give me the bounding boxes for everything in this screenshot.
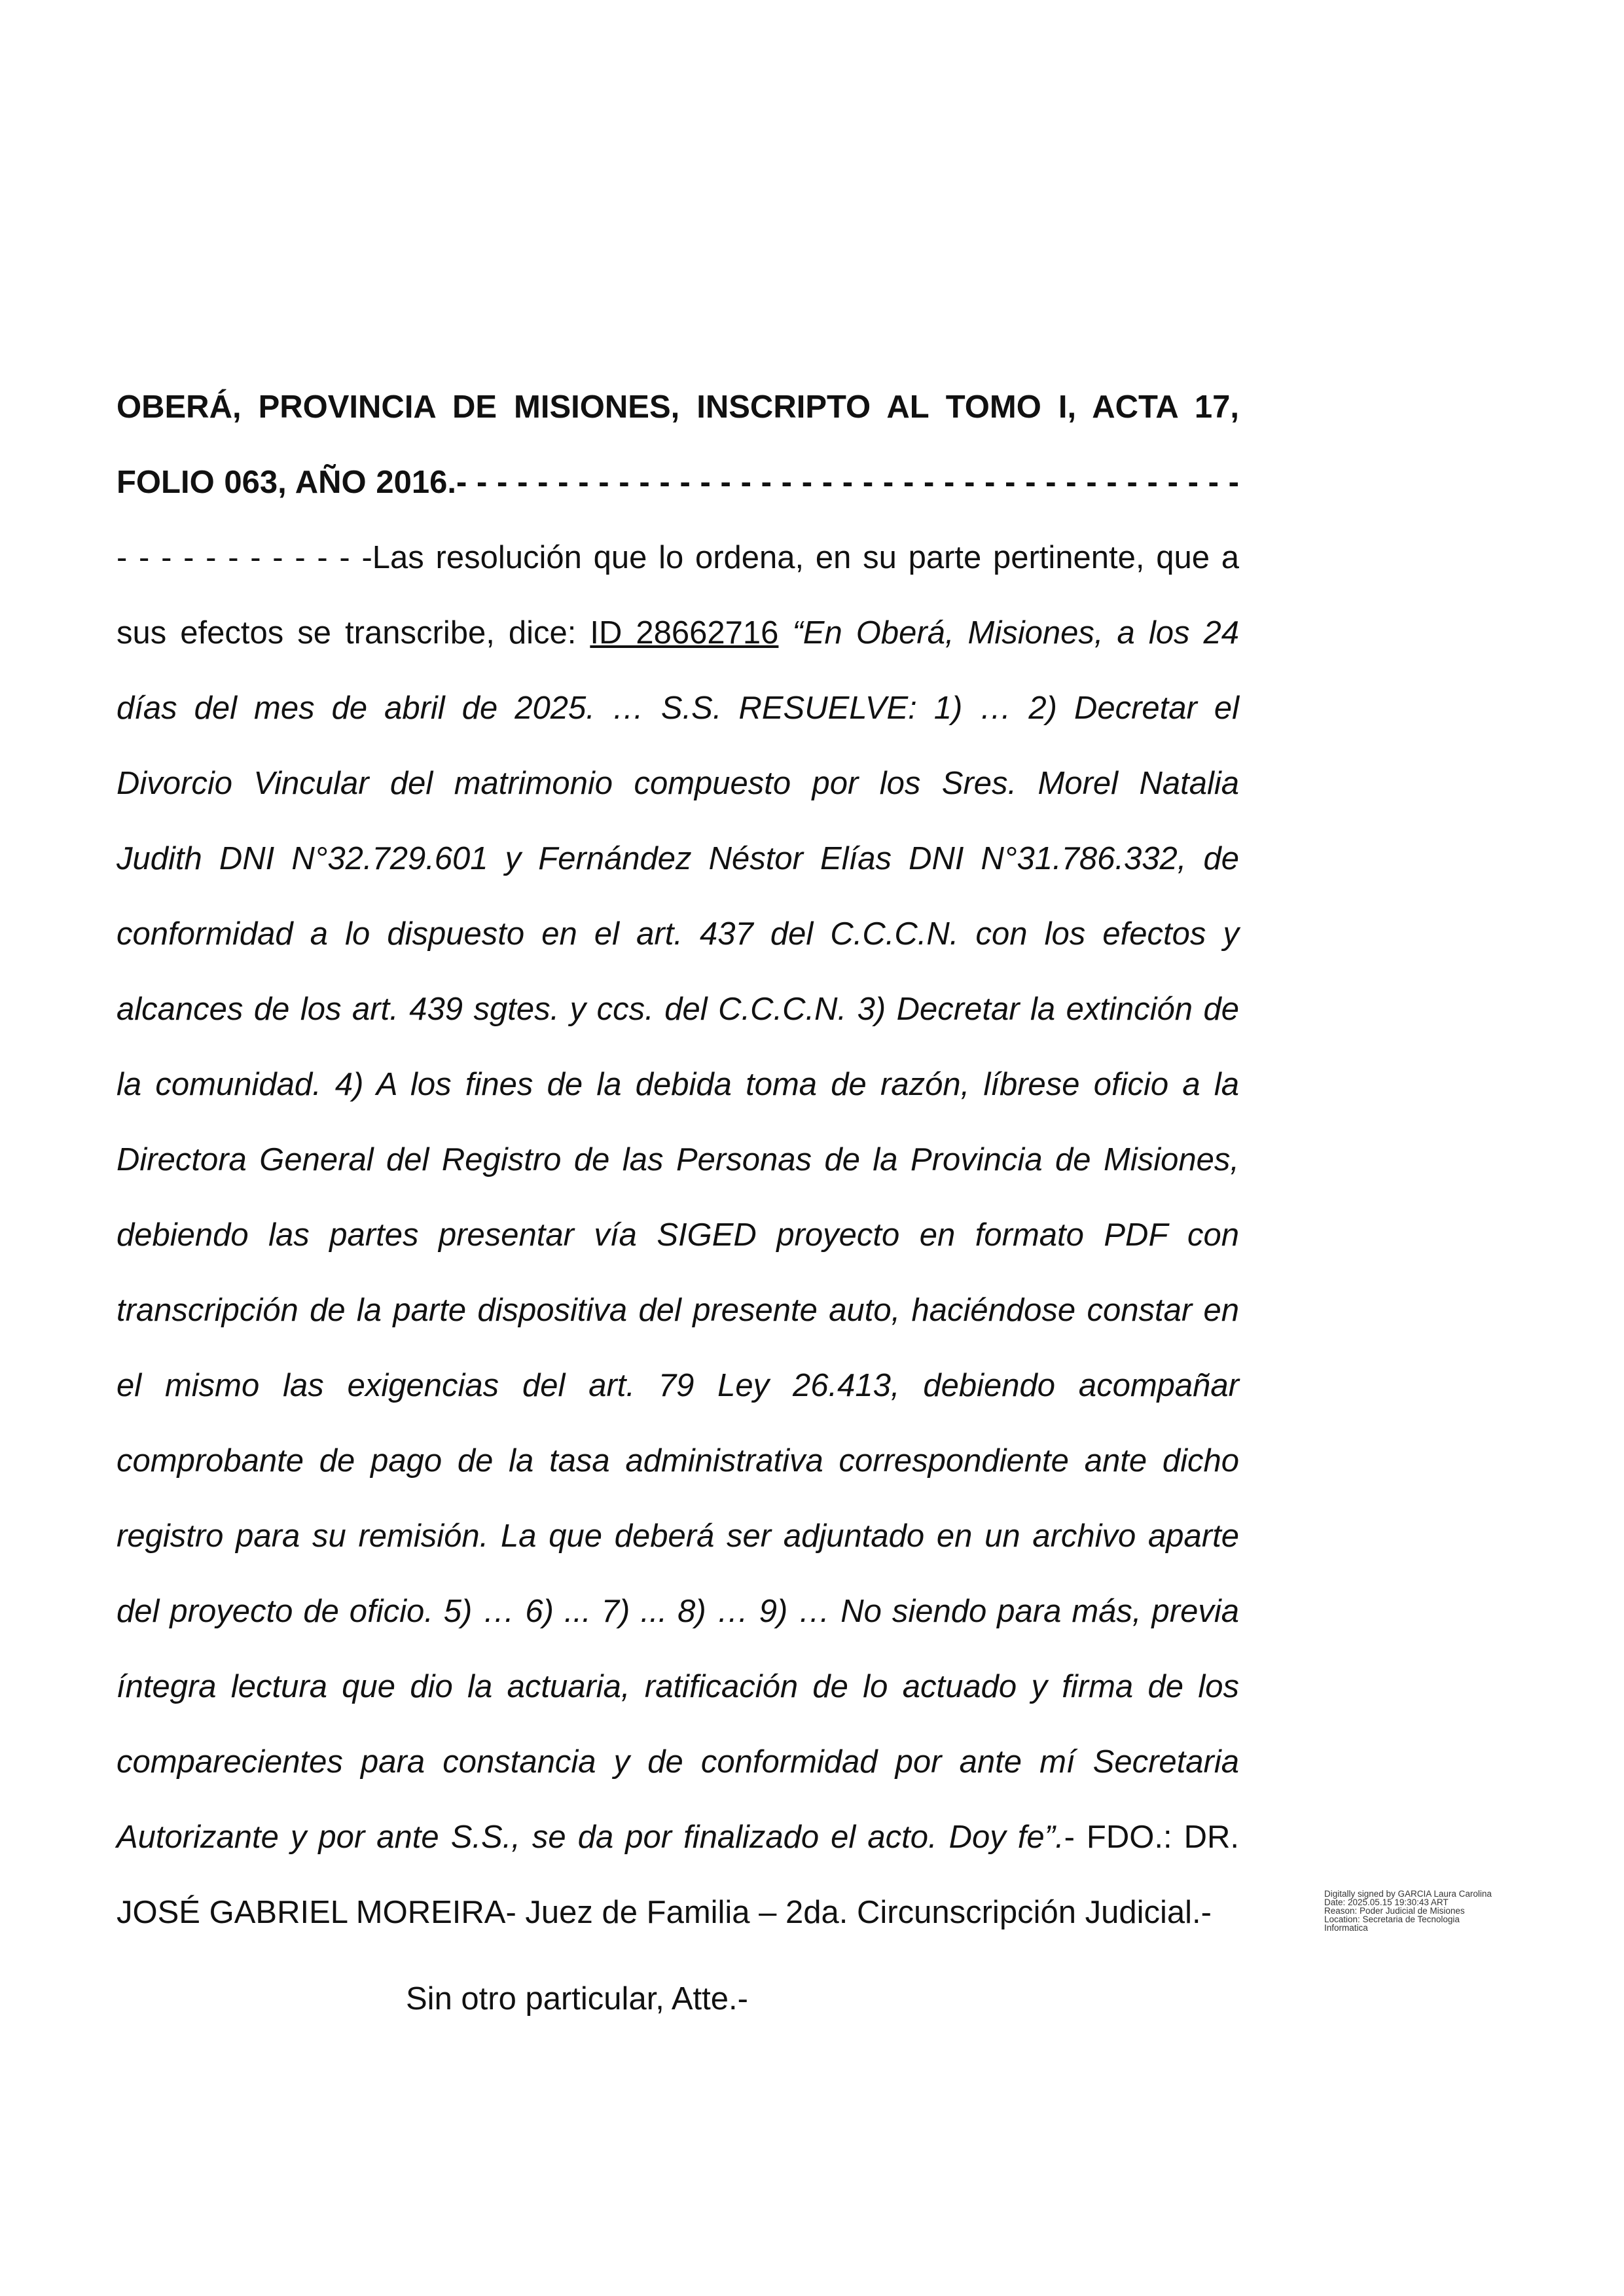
text-segment: debiendo las partes presentar vía SIGED proyecto en formato PDF con <box>117 1217 1239 1253</box>
text-segment: conformidad a lo dispuesto en el art. 437 del C.C.C.N. con los efectos y <box>117 916 1239 952</box>
text-segment: - - - - - - - - - - - -Las resolución que lo ordena, en su parte pertinente, que a <box>117 540 1239 575</box>
text-segment: - FDO.: DR. <box>1064 1820 1239 1855</box>
document-line <box>117 1806 1239 1882</box>
text-segment: “En Oberá, Misiones, a los 24 <box>778 615 1239 651</box>
signature-line: Digitally signed by GARCIA Laura Carolina <box>1324 1889 1492 1899</box>
signature-line: Location: Secretaria de Tecnologia <box>1324 1914 1460 1924</box>
document-line <box>117 1280 1239 1355</box>
document-line <box>117 376 1239 452</box>
text-segment: la comunidad. 4) A los fines de la debida toma de razón, líbrese oficio a la <box>117 1067 1239 1102</box>
closing-line: Sin otro particular, Atte.- <box>406 1981 748 2017</box>
document-line <box>117 1054 1239 1129</box>
document-line <box>117 452 1239 527</box>
signature-line: Reason: Poder Judicial de Misiones <box>1324 1906 1465 1916</box>
document-line <box>117 1129 1239 1204</box>
document-line <box>117 903 1239 978</box>
document-line <box>117 1581 1239 1656</box>
text-segment: íntegra lectura que dio la actuaria, ratificación de lo actuado y firma de los <box>117 1669 1239 1704</box>
document-line <box>117 1204 1239 1280</box>
document-line <box>117 828 1239 903</box>
text-segment: sus efectos se transcribe, dice: <box>117 615 590 651</box>
document-line <box>117 1731 1239 1806</box>
document-line <box>117 1882 1239 1957</box>
text-segment: alcances de los art. 439 sgtes. y ccs. del C.C.C.N. 3) Decretar la extinción de <box>117 992 1239 1027</box>
document-line <box>117 753 1239 828</box>
text-segment: comparecientes para constancia y de conformidad por ante mí Secretaria <box>117 1744 1239 1780</box>
document-line <box>117 527 1239 602</box>
document-line <box>117 978 1239 1054</box>
text-segment: del proyecto de oficio. 5) … 6) ... 7) ... 8) … 9) … No siendo para más, previa <box>117 1594 1239 1629</box>
text-segment: Divorcio Vincular del matrimonio compuesto por los Sres. Morel Natalia <box>117 766 1239 801</box>
text-segment: transcripción de la parte dispositiva del presente auto, haciéndose constar en <box>117 1293 1239 1328</box>
text-segment: días del mes de abril de 2025. … S.S. RESUELVE: 1) … 2) Decretar el <box>117 691 1239 726</box>
document-id-reference: ID 28662716 <box>590 615 779 651</box>
document-line <box>117 1656 1239 1731</box>
text-segment: FOLIO 063, AÑO 2016.- - - - - - - - - - - - - - - - - - - - - - - - - - - - - - - - - - - - - - - <box>117 465 1239 500</box>
text-segment: JOSÉ GABRIEL MOREIRA- Juez de Familia – 2da. Circunscripción Judicial.- <box>117 1895 1212 1930</box>
document-body <box>117 376 1239 1957</box>
text-segment: registro para su remisión. La que deberá ser adjuntado en un archivo aparte <box>117 1518 1239 1554</box>
text-segment: Directora General del Registro de las Personas de la Provincia de Misiones, <box>117 1142 1239 1177</box>
signature-line: Date: 2025.05.15 19:30:43 ART <box>1324 1897 1449 1907</box>
document-line <box>117 1430 1239 1505</box>
document-line <box>117 1505 1239 1581</box>
text-segment: Judith DNI N°32.729.601 y Fernández Néstor Elías DNI N°31.786.332, de <box>117 841 1239 876</box>
text-segment: OBERÁ, PROVINCIA DE MISIONES, INSCRIPTO AL TOMO I, ACTA 17, <box>117 389 1239 425</box>
document-line <box>117 1355 1239 1430</box>
text-segment: el mismo las exigencias del art. 79 Ley 26.413, debiendo acompañar <box>117 1368 1239 1403</box>
digital-signature-stamp <box>1324 1890 1540 1932</box>
text-segment: comprobante de pago de la tasa administrativa correspondiente ante dicho <box>117 1443 1239 1479</box>
signature-line: Informatica <box>1324 1923 1368 1933</box>
document-line <box>117 602 1239 677</box>
document-line <box>117 677 1239 753</box>
text-segment: Autorizante y por ante S.S., se da por finalizado el acto. Doy fe”. <box>117 1820 1064 1855</box>
